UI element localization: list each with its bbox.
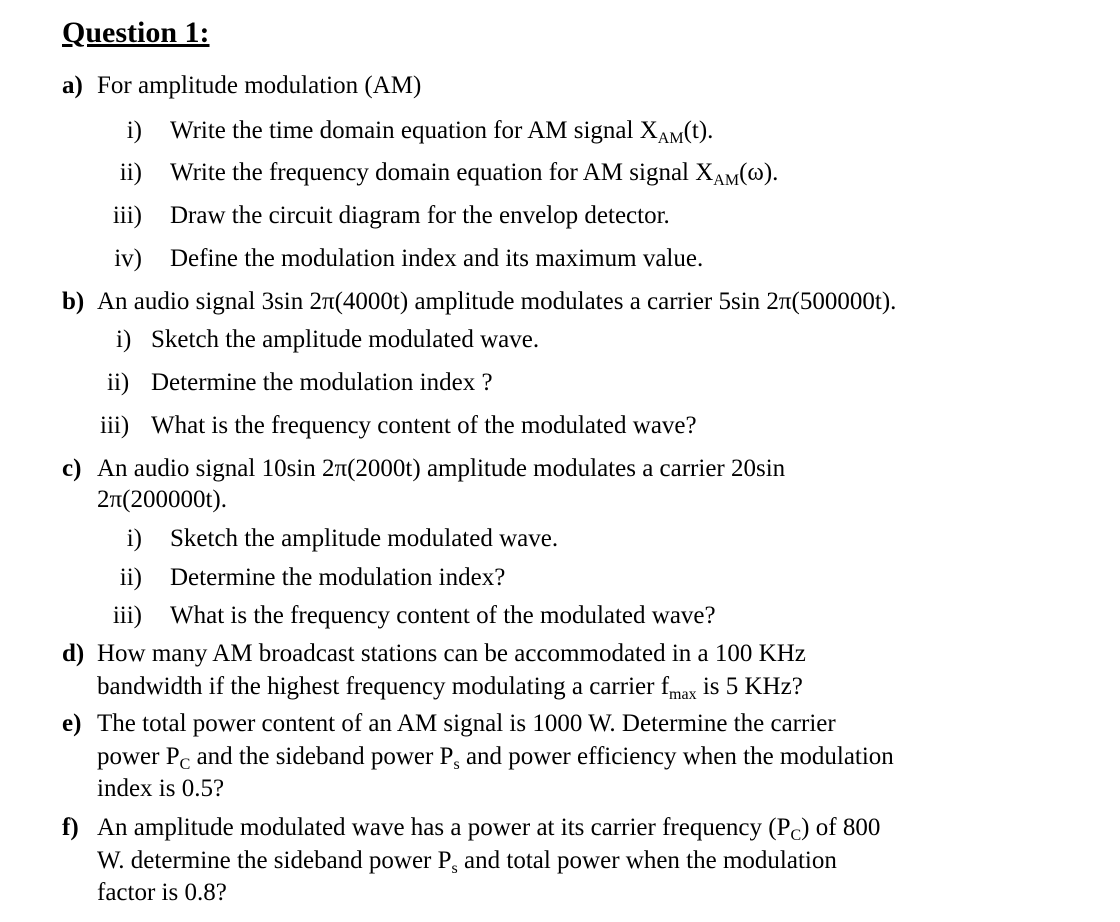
part-e-label: e) <box>62 710 82 737</box>
part-d-text-line-1: How many AM broadcast stations can be accommodated in a 100 KHz <box>97 640 806 667</box>
part-b-text: An audio signal 3sin 2π(4000t) amplitude modulates a carrier 5sin 2π(500000t). <box>97 288 897 315</box>
part-a-item-4-text: Define the modulation index and its maximum value. <box>170 245 704 272</box>
part-a-item-1-text: Write the time domain equation for AM signal $X_{AM}(t)$. <box>170 117 714 147</box>
question-title: Question 1: <box>62 16 210 49</box>
part-e-text-line-2: power $P_C$ and the sideband power $P_s$ and power efficiency when the modulation <box>97 743 894 773</box>
part-a-item-4-number: iv) <box>114 245 142 272</box>
part-b-item-1-text: Sketch the amplitude modulated wave. <box>151 326 540 353</box>
part-c-item-3-number: iii) <box>112 602 142 629</box>
part-c-item-2-text: Determine the modulation index? <box>170 564 506 591</box>
part-a-text: For amplitude modulation (AM) <box>97 72 422 99</box>
part-c-item-3-text: What is the frequency content of the modulated wave? <box>170 602 716 629</box>
part-a-item-1-number: i) <box>126 117 142 144</box>
part-e-text-line-3: index is 0.5? <box>97 775 225 802</box>
part-b-item-1-number: i) <box>116 326 132 353</box>
part-b-item-3-text: What is the frequency content of the modulated wave? <box>151 412 697 439</box>
part-b-item-2-number: ii) <box>107 369 130 396</box>
part-c-text-line-1: An audio signal 10sin 2π(2000t) amplitude modulates a carrier 20sin <box>97 455 786 482</box>
part-b-item-2-text: Determine the modulation index ? <box>151 369 493 396</box>
part-a-item-2-text: Write the frequency domain equation for AM signal $X_{AM}(\omega)$. <box>170 159 779 189</box>
part-c-text-line-2: 2π(200000t). <box>97 486 227 513</box>
part-a-item-3-text: Draw the circuit diagram for the envelop detector. <box>170 202 670 229</box>
part-d-label: d) <box>62 640 85 667</box>
part-d-text-line-2: bandwidth if the highest frequency modulating a carrier $f_{max}$ is 5 KHz? <box>97 673 803 703</box>
part-f-text-line-1: An amplitude modulated wave has a power at its carrier frequency $(P_C)$ of 800 <box>97 814 881 844</box>
part-e-text-line-1: The total power content of an AM signal is 1000 W. Determine the carrier <box>97 710 836 737</box>
part-a-item-3-number: iii) <box>112 202 142 229</box>
part-a-item-2-number: ii) <box>119 159 142 186</box>
part-f-text-line-2: W. determine the sideband power $P_s$ and total power when the modulation <box>97 847 837 877</box>
part-b-label: b) <box>62 288 85 315</box>
part-b-item-3-number: iii) <box>100 412 130 439</box>
part-f-label: f) <box>62 814 79 841</box>
part-c-item-2-number: ii) <box>119 564 142 591</box>
part-c-label: c) <box>62 455 82 482</box>
part-c-item-1-text: Sketch the amplitude modulated wave. <box>170 525 559 552</box>
part-f-text-line-3: factor is 0.8? <box>97 879 227 906</box>
part-a-label: a) <box>62 72 83 99</box>
part-c-item-1-number: i) <box>126 525 142 552</box>
